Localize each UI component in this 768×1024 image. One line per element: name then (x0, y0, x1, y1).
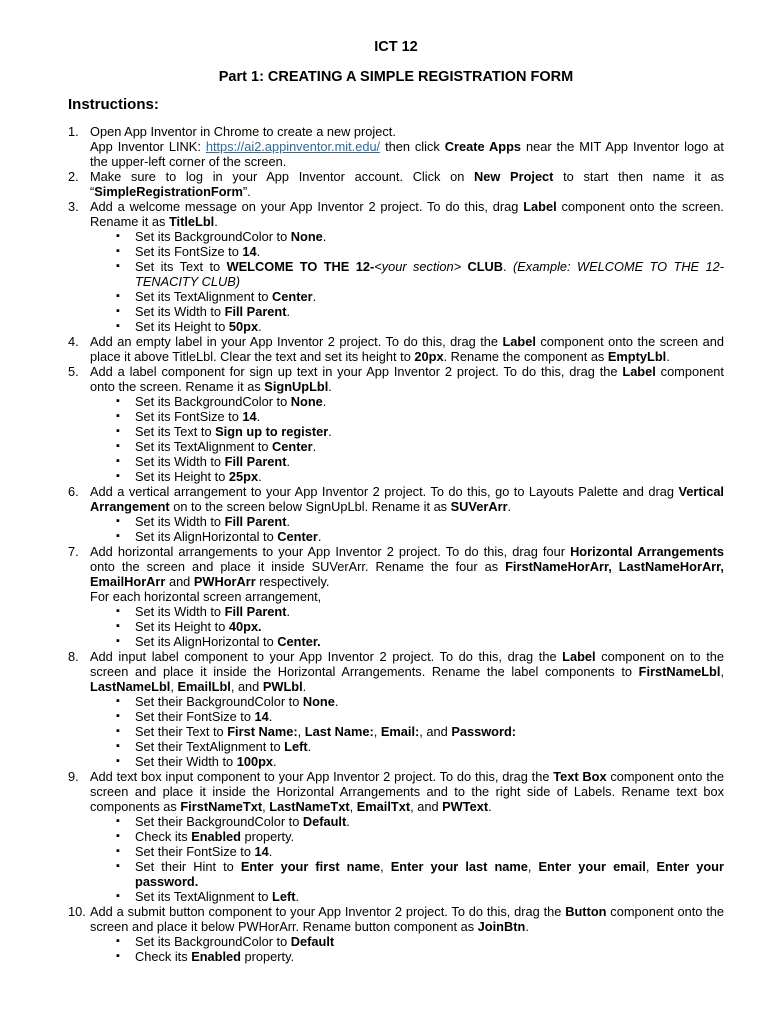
bold-text: Fill Parent (224, 514, 287, 529)
text-run: Set their TextAlignment to (135, 739, 285, 754)
step-number: 8. (68, 649, 79, 664)
bold-text: PWHorArr (193, 574, 256, 589)
text-run: and (165, 574, 194, 589)
text-run: respectively. (255, 574, 330, 589)
text-run: . (286, 304, 291, 319)
bold-text: Label (502, 334, 536, 349)
text-run: Set their Width to (135, 754, 237, 769)
bold-text: New Project (474, 169, 554, 184)
bold-text: Button (565, 904, 607, 919)
text-run: . (346, 814, 350, 829)
italic-text: (Example: WELCOME TO THE 12-TENACITY CLUB) (135, 259, 724, 289)
bullet-item (116, 229, 724, 244)
text-run: . (256, 244, 261, 259)
steps-list (68, 124, 724, 964)
bullet-item (116, 934, 724, 949)
step-number: 1. (68, 124, 79, 139)
bold-text: CLUB (467, 259, 504, 274)
text-run: Set its TextAlignment to (135, 289, 273, 304)
text-run: . (307, 739, 312, 754)
bold-text: FirstNameHorArr, LastNameHorArr, EmailHorArr (90, 559, 724, 589)
text-run: Add a welcome message on your App Inventor 2 project. To do this, drag (90, 199, 524, 214)
step-number: 5. (68, 364, 79, 379)
bold-text: None (302, 694, 335, 709)
bold-text: Center (272, 289, 313, 304)
bold-text: Enter your first name (240, 859, 381, 874)
text-run: Set its Width to (135, 604, 225, 619)
bold-text: EmailLbl (177, 679, 231, 694)
text-run: Set its BackgroundColor to (135, 934, 291, 949)
bold-text: EmptyLbl (607, 349, 667, 364)
text-run: Set its Text to (135, 424, 216, 439)
bold-text: 14 (242, 409, 257, 424)
bold-text: Default (290, 934, 335, 949)
step-item (68, 904, 724, 964)
text-run: . (322, 229, 327, 244)
text-run: ”. (242, 184, 251, 199)
step-item (68, 544, 724, 649)
bold-text: JoinBtn (477, 919, 526, 934)
bold-text: Last Name: (304, 724, 374, 739)
text-run: , (527, 859, 539, 874)
text-run: . (286, 604, 291, 619)
bold-text: Default (302, 814, 347, 829)
text-run: Set its TextAlignment to (135, 889, 273, 904)
bullet-item (116, 409, 724, 424)
bold-text: Fill Parent (224, 604, 287, 619)
text-run: Set their FontSize to (135, 844, 255, 859)
step-text (90, 484, 724, 514)
bold-text: TitleLbl (168, 214, 215, 229)
bold-text: SimpleRegistrationForm (94, 184, 243, 199)
bold-text: EmailTxt (356, 799, 411, 814)
step-item (68, 169, 724, 199)
bold-text: Label (562, 649, 596, 664)
bullet-item (116, 844, 724, 859)
bullet-item (116, 514, 724, 529)
bullet-item (116, 604, 724, 619)
text-run: , (170, 679, 178, 694)
step-text (90, 169, 724, 199)
bold-text: PWText (442, 799, 489, 814)
text-run: Set its Text to (135, 259, 227, 274)
step-number: 4. (68, 334, 79, 349)
text-run: . (334, 694, 339, 709)
step-text (90, 649, 724, 694)
text-run: Add input label component to your App Inventor 2 project. To do this, drag the (90, 649, 563, 664)
bullet-item (116, 439, 724, 454)
text-run: Add a vertical arrangement to your App Inventor 2 project. To do this, go to Layouts Palette and drag (90, 484, 679, 499)
text-run: Set its AlignHorizontal to (135, 529, 278, 544)
text-run: to start then name it as “ (90, 169, 724, 199)
text-run: Set its AlignHorizontal to (135, 634, 278, 649)
step-number: 7. (68, 544, 79, 559)
app-inventor-link[interactable]: https://ai2.appinventor.mit.edu/ (205, 139, 381, 154)
text-run: Make sure to log in your App Inventor account. Click on (90, 169, 475, 184)
bold-text: Enter your email (538, 859, 646, 874)
text-run: Set their BackgroundColor to (135, 814, 303, 829)
text-run: . (268, 709, 273, 724)
text-run: component onto the screen. Rename it as (90, 364, 724, 394)
text-run: , (262, 799, 270, 814)
text-run: Check its (135, 829, 192, 844)
text-run: . (302, 679, 307, 694)
text-run: Set its Height to (135, 469, 229, 484)
text-run: Set their Text to (135, 724, 228, 739)
text-run: Add a submit button component to your App Inventor 2 project. To do this, drag the (90, 904, 566, 919)
text-run: . (507, 499, 512, 514)
bullet-item (116, 244, 724, 259)
bold-text: 14 (254, 709, 269, 724)
bullet-item (116, 424, 724, 439)
document-title: ICT 12 (374, 39, 418, 55)
bold-text: Center (272, 439, 313, 454)
text-run: property. (240, 949, 295, 964)
bullet-item (116, 394, 724, 409)
text-run: . (214, 214, 218, 229)
bold-text: Horizontal Arrangements (570, 544, 724, 559)
text-run: Add horizontal arrangements to your App Inventor 2 project. To do this, drag four (90, 544, 571, 559)
step-number: 10. (68, 904, 86, 919)
step-text (90, 364, 724, 394)
text-run: . (525, 919, 529, 934)
bold-text: None (290, 229, 323, 244)
text-run: then click (380, 139, 445, 154)
text-run: . (273, 754, 277, 769)
bullet-item (116, 694, 724, 709)
bold-text: Email: (380, 724, 420, 739)
bold-text: Center. (277, 634, 321, 649)
text-run: Set its BackgroundColor to (135, 229, 291, 244)
bold-text: 40px. (228, 619, 262, 634)
bold-text: Fill Parent (224, 304, 287, 319)
document-subtitle: Part 1: CREATING A SIMPLE REGISTRATION FORM (218, 69, 574, 85)
bullet-item (116, 829, 724, 844)
step-bullet-list (90, 694, 724, 769)
text-run: component on to the screen and place it inside the Horizontal Arrangements. Rename the label components to (90, 649, 725, 679)
step-bullet-list (90, 394, 724, 484)
text-run: component onto the screen and place it above TitleLbl. Clear the text and set its height to (90, 334, 724, 364)
bullet-item (116, 949, 724, 964)
text-run: , (349, 799, 357, 814)
step-number: 6. (68, 484, 79, 499)
step-text (90, 124, 724, 139)
text-run: For each horizontal screen arrangement, (90, 589, 322, 604)
bullet-item (116, 724, 724, 739)
bold-text: First Name: (227, 724, 298, 739)
text-run: . (666, 349, 670, 364)
bullet-item (116, 259, 724, 289)
bold-text: Password: (451, 724, 517, 739)
text-run: Set its Width to (135, 304, 225, 319)
bullet-item (116, 304, 724, 319)
text-run: Set their BackgroundColor to (135, 694, 303, 709)
text-run: Set its FontSize to (135, 244, 243, 259)
text-run: , (380, 859, 391, 874)
bullet-item (116, 889, 724, 904)
bullet-item (116, 814, 724, 829)
bold-text: 14 (254, 844, 269, 859)
bold-text: FirstNameTxt (180, 799, 263, 814)
bold-text: Left (272, 889, 296, 904)
bullet-item (116, 739, 724, 754)
bold-text: 100px (236, 754, 274, 769)
step-number: 9. (68, 769, 79, 784)
bold-text: Enter your password. (135, 859, 724, 889)
text-run: Set its Height to (135, 319, 229, 334)
text-run: . Rename the component as (443, 349, 608, 364)
text-run: property. (240, 829, 295, 844)
step-text (90, 544, 724, 589)
text-run: . (312, 439, 317, 454)
step-item (68, 364, 724, 484)
bold-text: FirstNameLbl (638, 664, 721, 679)
text-run: , and (230, 679, 263, 694)
step-bullet-list (90, 934, 724, 964)
bullet-item (116, 529, 724, 544)
bold-text: Vertical Arrangement (90, 484, 724, 514)
text-run: . (328, 424, 332, 439)
text-run: onto the screen and place it inside SUVerArr. Rename the four as (90, 559, 506, 574)
text-run: Set their Hint to (135, 859, 241, 874)
bold-text: Fill Parent (224, 454, 287, 469)
bullet-item (116, 634, 724, 649)
bold-text: Enter your last name (390, 859, 528, 874)
text-run: . (322, 394, 327, 409)
text-run: . (295, 889, 300, 904)
bold-text: SignUpLbl (264, 379, 329, 394)
step-item (68, 769, 724, 904)
step-text-continued (90, 589, 724, 604)
text-run: , (297, 724, 305, 739)
step-text (90, 769, 724, 814)
step-text (90, 199, 724, 229)
step-text (90, 334, 724, 364)
bold-text: Left (284, 739, 308, 754)
text-run: . (258, 469, 262, 484)
bold-text: 50px (228, 319, 259, 334)
text-run: component onto the screen and place it below PWHorArr. Rename button component as (90, 904, 724, 934)
text-run: . (488, 799, 492, 814)
bold-text: Enabled (191, 949, 241, 964)
bold-text: LastNameTxt (269, 799, 350, 814)
bullet-item (116, 619, 724, 634)
instructions-heading: Instructions: (68, 96, 159, 113)
step-item (68, 124, 724, 169)
bold-text: Enabled (191, 829, 241, 844)
text-run: , (720, 664, 724, 679)
text-run: Add an empty label in your App Inventor 2 project. To do this, drag the (90, 334, 503, 349)
text-run: Add a label component for sign up text in your App Inventor 2 project. To do this, drag the (90, 364, 623, 379)
text-run: . (268, 844, 273, 859)
text-run: , (373, 724, 381, 739)
text-run: on to the screen below SignUpLbl. Rename it as (169, 499, 451, 514)
bold-text: Label (622, 364, 656, 379)
step-bullet-list (90, 514, 724, 544)
step-number: 3. (68, 199, 79, 214)
text-run: . (503, 259, 513, 274)
text-run: Check its (135, 949, 192, 964)
bullet-item (116, 754, 724, 769)
bold-text: None (290, 394, 323, 409)
step-bullet-list (90, 814, 724, 904)
bold-text: Sign up to register (215, 424, 329, 439)
step-item (68, 199, 724, 334)
bold-text: LastNameLbl (90, 679, 171, 694)
bold-text: Center (277, 529, 318, 544)
step-text (90, 904, 724, 934)
text-run: Open App Inventor in Chrome to create a new project. (90, 124, 396, 139)
italic-text: <your section> (374, 259, 462, 274)
bullet-item (116, 859, 724, 889)
step-bullet-list (90, 229, 724, 334)
text-run: near the MIT App Inventor logo at the upper-left corner of the screen. (90, 139, 724, 169)
text-run: , and (419, 724, 452, 739)
bullet-item (116, 319, 724, 334)
text-run: . (286, 454, 291, 469)
bullet-item (116, 469, 724, 484)
step-number: 2. (68, 169, 79, 184)
bold-text: Label (523, 199, 557, 214)
text-run: , and (410, 799, 443, 814)
bullet-item (116, 454, 724, 469)
step-text-continued (90, 139, 724, 169)
step-bullet-list (90, 604, 724, 649)
bold-text: Create Apps (444, 139, 522, 154)
bold-text: WELCOME TO THE 12- (226, 259, 375, 274)
text-run: . (258, 319, 262, 334)
bold-text: 25px (228, 469, 259, 484)
bullet-item (116, 289, 724, 304)
text-run: . (328, 379, 332, 394)
bold-text: 20px (414, 349, 444, 364)
text-run: . (312, 289, 317, 304)
text-run: Add text box input component to your App Inventor 2 project. To do this, drag the (90, 769, 554, 784)
bold-text: Text Box (553, 769, 607, 784)
text-run: Set their FontSize to (135, 709, 255, 724)
text-run: Set its Height to (135, 619, 229, 634)
bold-text: 14 (242, 244, 257, 259)
step-item (68, 334, 724, 364)
bold-text: SUVerArr (450, 499, 508, 514)
text-run: component onto the screen. Rename it as (90, 199, 724, 229)
text-run: Set its TextAlignment to (135, 439, 273, 454)
bold-text: PWLbl (262, 679, 303, 694)
text-run: Set its BackgroundColor to (135, 394, 291, 409)
text-run: Set its Width to (135, 454, 225, 469)
text-run: . (317, 529, 322, 544)
text-run: , (645, 859, 657, 874)
step-item (68, 649, 724, 769)
text-run: App Inventor LINK: (90, 139, 206, 154)
step-item (68, 484, 724, 544)
text-run: . (256, 409, 261, 424)
text-run: Set its FontSize to (135, 409, 243, 424)
text-run: component onto the screen and place it inside the Horizontal Arrangements and to the right side of Labels. Rename text box components as (90, 769, 724, 814)
text-run: . (286, 514, 291, 529)
bullet-item (116, 709, 724, 724)
text-run: Set its Width to (135, 514, 225, 529)
